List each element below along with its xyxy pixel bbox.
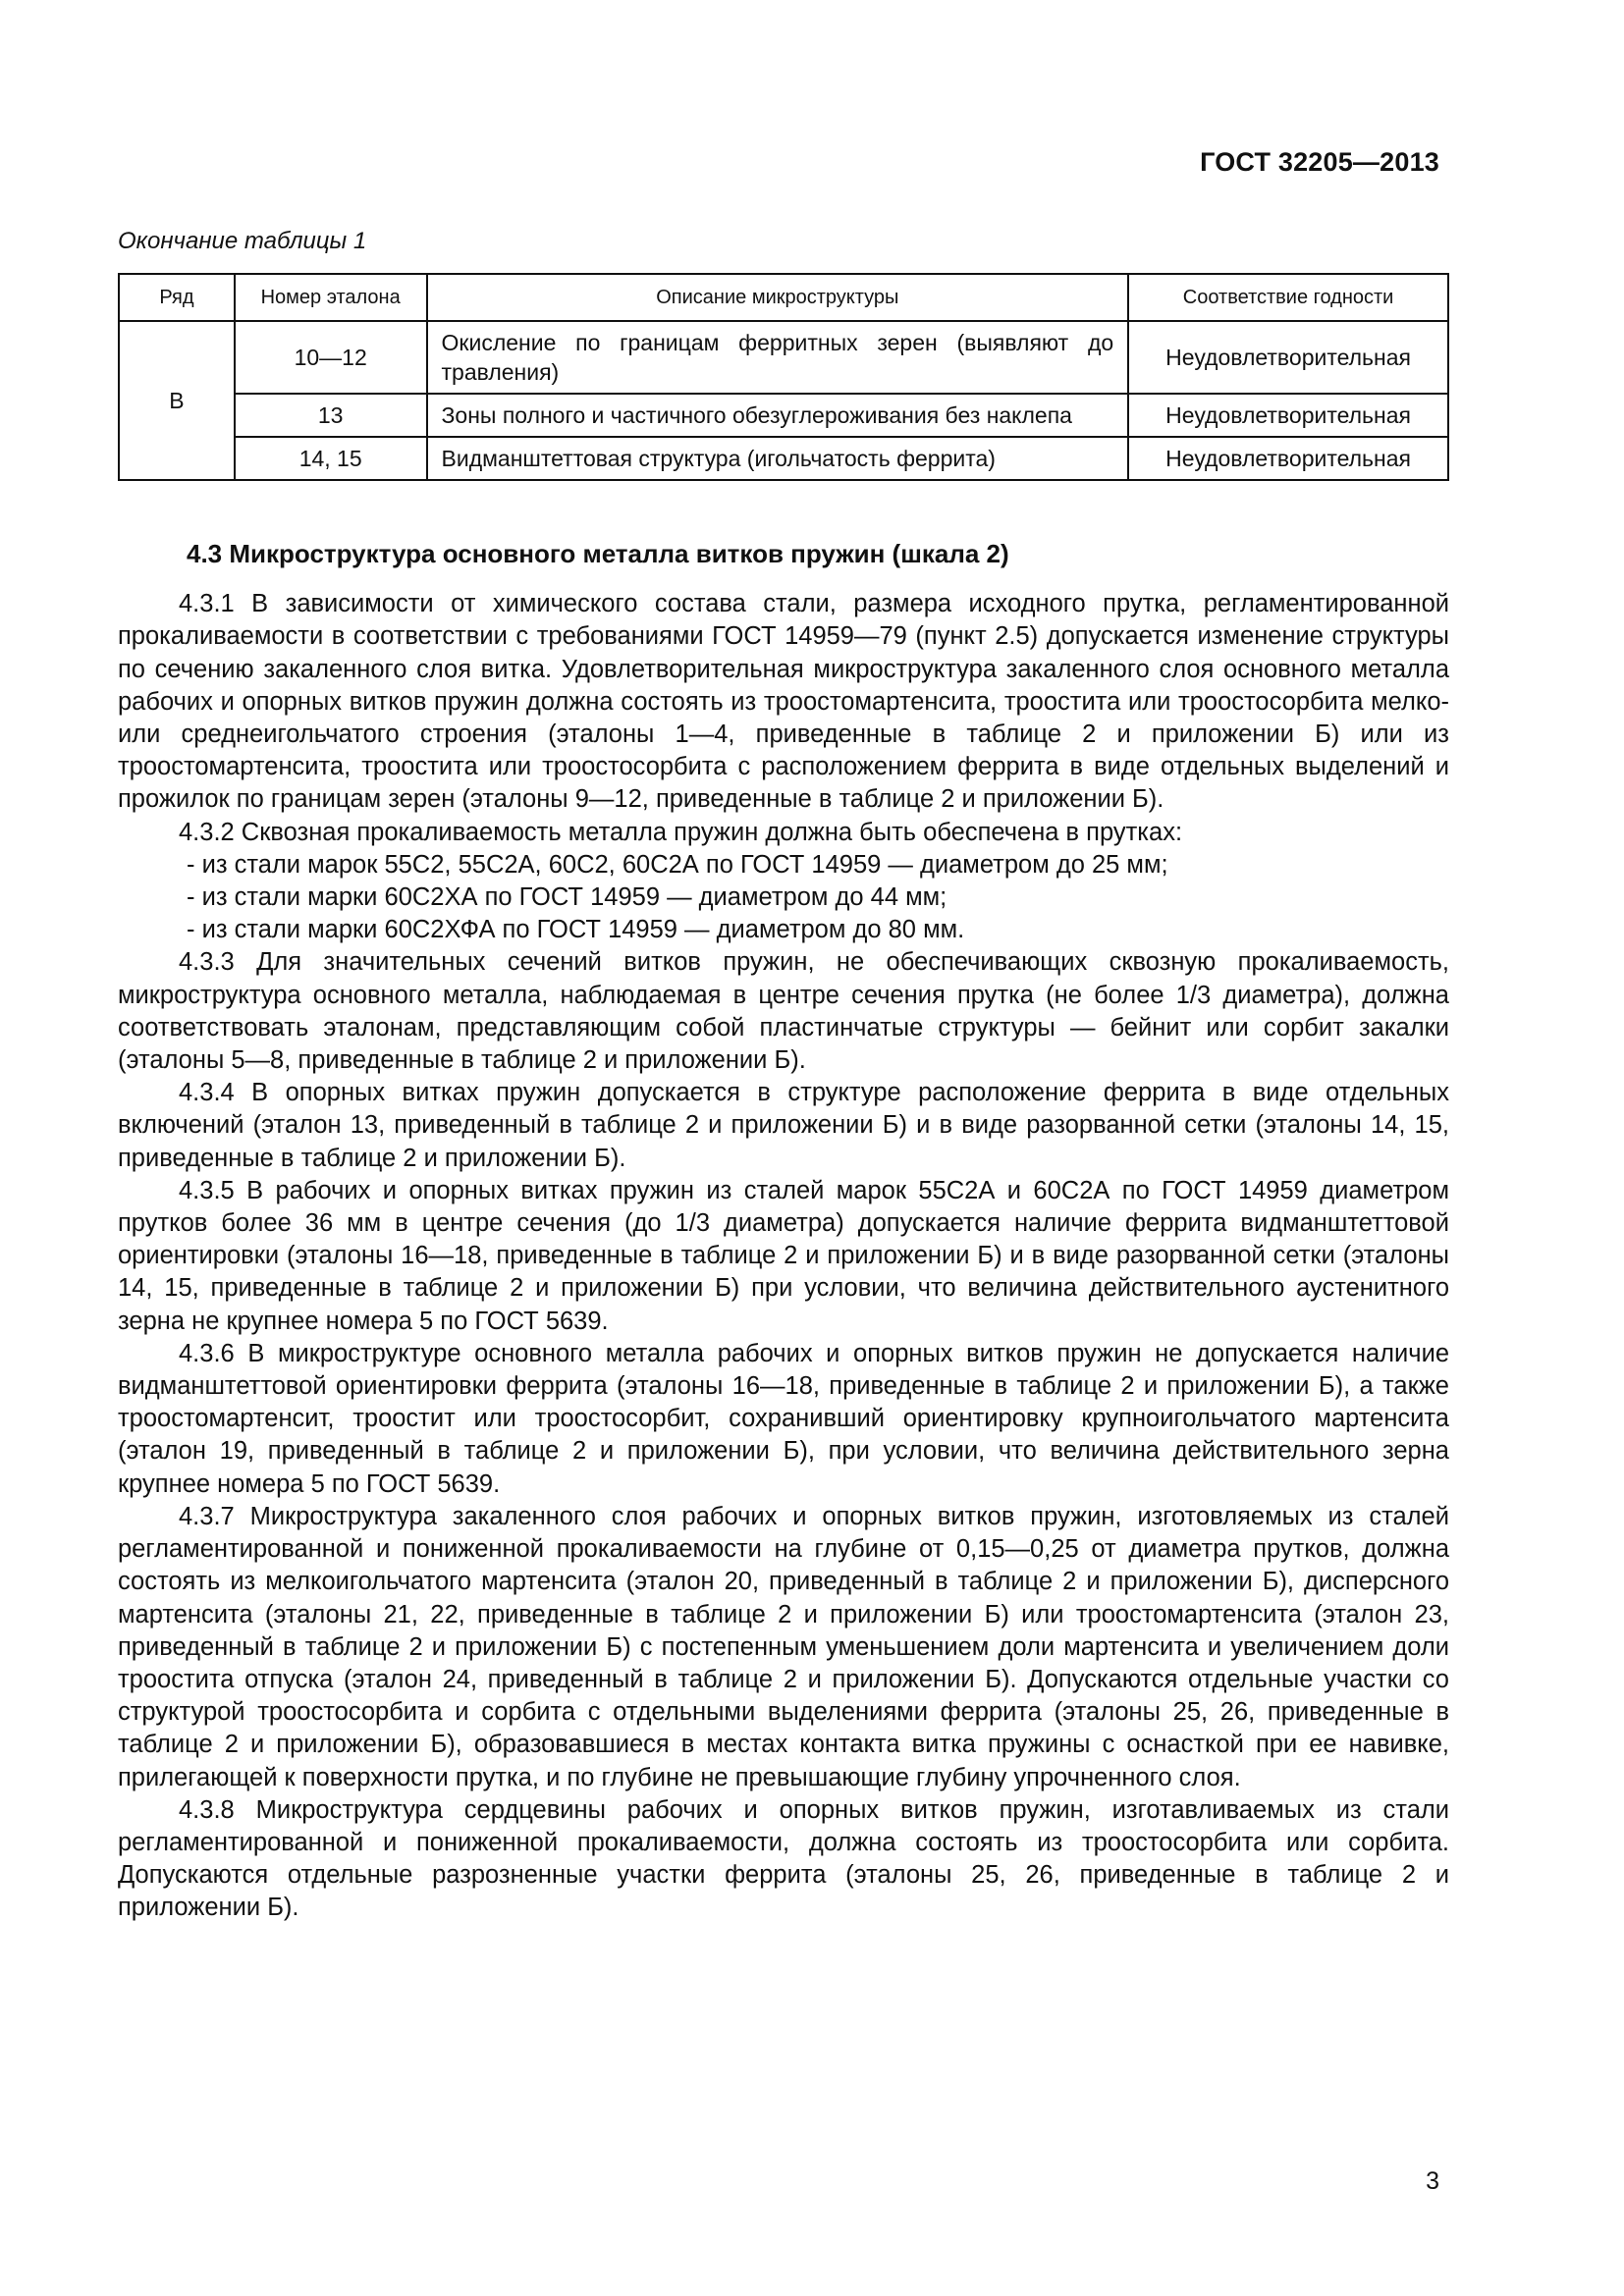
table-cell-number: 14, 15	[235, 437, 427, 480]
table-cell-number: 10—12	[235, 321, 427, 394]
paragraph-4-3-4: 4.3.4 В опорных витках пружин допускается в структуре расположение феррита в виде отдельных включений (эталон 13, приведенный в таблице 2 и приложении Б) и в виде разорванной сетки (эталоны 14, 15, приведенные в таблице 2 и приложении Б).	[118, 1079, 1449, 1172]
paragraph-4-3-7: 4.3.7 Микроструктура закаленного слоя рабочих и опорных витков пружин, изготовляемых из сталей регламентированной и пониженной прокаливаемости на глубине от 0,15—0,25 от диаметра прутков, должна состоять из мелкоигольчатого мартенсита (эталон 20, приведенный в таблице 2 и приложении Б), дисперсного мартенсита (эталоны 21, 22, приведенные в таблице 2 и приложении Б) или троостомартенсита (эталон 23, приведенный в таблице 2 и приложении Б) с постепенным уменьшением доли мартенсита и увеличением доли троостита отпуска (эталон 24, приведенный в таблице 2 и приложении Б). Допускаются отдельные участки со структурой троостосорбита и сорбита с отдельными выделениями феррита (эталоны 25, 26, приведенные в таблице 2 и приложении Б), образовавшиеся в местах контакта витка пружины с оснасткой при ее навивке, прилегающей к поверхности прутка, и по глубине не превышающие глубину упрочненного слоя.	[118, 1502, 1449, 1791]
list-item: - из стали марки 60С2ХА по ГОСТ 14959 — диаметром до 44 мм;	[187, 883, 947, 912]
section-heading: 4.3 Микроструктура основного металла витков пружин (шкала 2)	[187, 539, 1009, 568]
table-cell-description: Видманштеттовая структура (игольчатость феррита)	[427, 437, 1129, 480]
column-header-description: Описание микроструктуры	[427, 274, 1129, 321]
list-item: - из стали марки 60С2ХФА по ГОСТ 14959 — диаметром до 80 мм.	[187, 916, 965, 944]
table-row	[119, 321, 1448, 394]
document-header: ГОСТ 32205—2013	[1200, 147, 1439, 177]
paragraph-4-3-3: 4.3.3 Для значительных сечений витков пружин, не обеспечивающих сквозную прокаливаемость, микроструктура основного металла, наблюдаемая в центре сечения прутка (не более 1/3 диаметра), должна соответствовать эталонам, представляющим собой пластинчатые структуры — бейнит или сорбит закалки (эталоны 5—8, приведенные в таблице 2 и приложении Б).	[118, 948, 1449, 1075]
table-caption: Окончание таблицы 1	[118, 228, 367, 254]
paragraph-4-3-8: 4.3.8 Микроструктура сердцевины рабочих и опорных витков пружин, изготавливаемых из стали регламентированной и пониженной прокаливаемости, должна состоять из троостосорбита или сорбита. Допускаются отдельные разрозненные участки феррита (эталоны 25, 26, приведенные в таблице 2 и приложении Б).	[118, 1795, 1449, 1922]
table-row	[119, 394, 1448, 437]
paragraph-4-3-2: 4.3.2 Сквозная прокаливаемость металла пружин должна быть обеспечена в прутках:	[179, 818, 1183, 846]
table-cell-description: Окисление по границам ферритных зерен (выявляют до травления)	[427, 321, 1129, 394]
table-cell-row-group: В	[119, 321, 235, 480]
table-cell-fitness: Неудовлетворительная	[1128, 437, 1448, 480]
table-cell-description: Зоны полного и частичного обезуглероживания без наклепа	[427, 394, 1129, 437]
list-item: - из стали марок 55С2, 55С2А, 60С2, 60С2А по ГОСТ 14959 — диаметром до 25 мм;	[187, 850, 1168, 879]
column-header-fitness: Соответствие годности	[1128, 274, 1448, 321]
table-cell-fitness: Неудовлетворительная	[1128, 394, 1448, 437]
column-header-number: Номер эталона	[235, 274, 427, 321]
table-cell-fitness: Неудовлетворительная	[1128, 321, 1448, 394]
table-header-row	[119, 274, 1448, 321]
paragraph-4-3-1: 4.3.1 В зависимости от химического состава стали, размера исходного прутка, регламентированной прокаливаемости в соответствии с требованиями ГОСТ 14959—79 (пункт 2.5) допускается изменение структуры по сечению закаленного слоя витка. Удовлетворительная микроструктура закаленного слоя основного металла рабочих и опорных витков пружин должна состоять из троостомартенсита, троостита или троостосорбита мелко- или среднеигольчатого строения (эталоны 1—4, приведенные в таблице 2 и приложении Б) или из троостомартенсита, троостита или троостосорбита с расположением феррита в виде отдельных выделений и прожилок по границам зерен (эталоны 9—12, приведенные в таблице 2 и приложении Б).	[118, 590, 1449, 814]
column-header-row: Ряд	[119, 274, 235, 321]
paragraph-4-3-5: 4.3.5 В рабочих и опорных витках пружин из сталей марок 55С2А и 60С2А по ГОСТ 14959 диаметром прутков более 36 мм в центре сечения (до 1/3 диаметра) допускается наличие феррита видманштеттовой ориентировки (эталоны 16—18, приведенные в таблице 2 и приложении Б) и в виде разорванной сетки (эталоны 14, 15, приведенные в таблице 2 и приложении Б) при условии, что величина действительного аустенитного зерна не крупнее номера 5 по ГОСТ 5639.	[118, 1176, 1449, 1335]
body-text	[118, 538, 1449, 1925]
paragraph-4-3-6: 4.3.6 В микроструктуре основного металла рабочих и опорных витков пружин не допускается наличие видманштеттовой ориентировки феррита (эталоны 16—18, приведенные в таблице 2 и приложении Б), а также троостомартенсит, троостит или троостосорбит, сохранивший ориентировку крупноигольчатого мартенсита (эталон 19, приведенный в таблице 2 и приложении Б), при условии, что величина действительного зерна крупнее номера 5 по ГОСТ 5639.	[118, 1339, 1449, 1498]
microstructure-table	[118, 273, 1449, 481]
table-row	[119, 437, 1448, 480]
page-number: 3	[1426, 2167, 1439, 2195]
table-cell-number: 13	[235, 394, 427, 437]
